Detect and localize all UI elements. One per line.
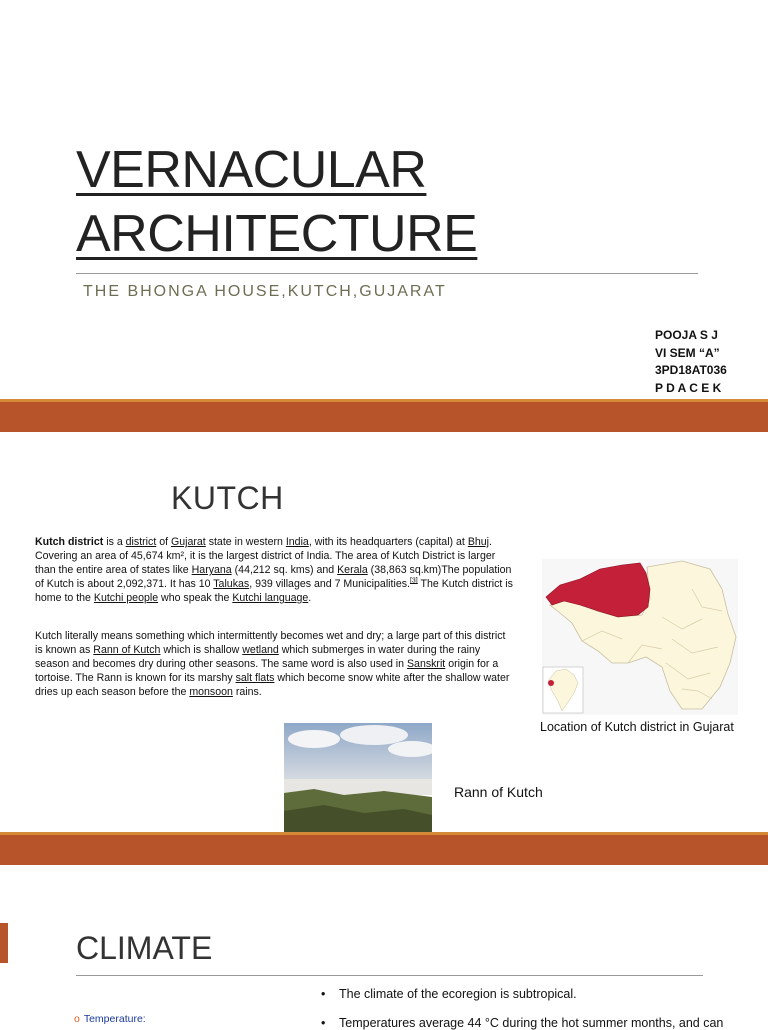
text: rains. — [232, 686, 262, 698]
author-semester: VI SEM “A” — [655, 345, 720, 360]
climate-heading: CLIMATE — [76, 930, 213, 966]
text: of — [156, 536, 171, 548]
slide-divider-band — [0, 835, 768, 865]
link-talukas[interactable]: Talukas — [213, 578, 250, 590]
photo-cloud — [340, 725, 408, 745]
bold-term: Kutch district — [35, 536, 104, 548]
text: (44,212 sq. kms) and — [231, 564, 338, 576]
link-rann-of-kutch[interactable]: Rann of Kutch — [93, 644, 161, 656]
photo-cloud — [288, 730, 340, 748]
text: which become snow white after the shallow water dries up each season before the — [35, 672, 510, 698]
link-district[interactable]: district — [125, 536, 157, 548]
link-kutchi-people[interactable]: Kutchi people — [93, 592, 159, 604]
rann-of-kutch-photo — [284, 723, 432, 837]
link-kutchi-language[interactable]: Kutchi language — [232, 592, 309, 604]
temperature-label: o Temperature: — [74, 1013, 146, 1025]
slide-divider-band — [0, 402, 768, 432]
bullet-text: Temperatures average 44 °C during the hot summer months, and can — [339, 1016, 724, 1030]
text: (38,863 sq.km)The population of Kutch is about 2,092,371. It has 10 — [35, 564, 512, 590]
author-usn: 3PD18AT036 — [655, 363, 727, 377]
link-wetland[interactable]: wetland — [242, 644, 279, 656]
link-bhuj[interactable]: Bhuj — [467, 536, 490, 548]
kutch-paragraph-1 — [35, 535, 515, 605]
text: . — [308, 592, 312, 604]
text: , 939 villages and 7 Municipalities. — [249, 578, 410, 590]
rann-caption: Rann of Kutch — [454, 784, 543, 800]
slide-accent-bar — [0, 923, 8, 963]
link-salt-flats[interactable]: salt flats — [235, 672, 275, 684]
bullet-text: The climate of the ecoregion is subtropical. — [339, 987, 577, 1001]
text: . Covering an area of 45,674 km², it is the largest district of India. The area of Kutch District is larger than the entire area of states like — [35, 536, 496, 576]
text: origin for a tortoise. The Rann is known for its marshy — [35, 658, 499, 684]
text: state in western — [205, 536, 286, 548]
title-line-2: ARCHITECTURE — [76, 205, 478, 263]
author-name: POOJA S J — [655, 328, 718, 342]
slide-subtitle: THE BHONGA HOUSE,KUTCH,GUJARAT — [83, 283, 447, 300]
text: , with its headquarters (capital) at — [308, 536, 468, 548]
author-college: P D A C E K — [655, 380, 722, 395]
kutch-paragraph-2 — [35, 629, 515, 699]
text: who speak the — [158, 592, 233, 604]
climate-bullet — [321, 1016, 724, 1030]
climate-bullet — [321, 987, 577, 1001]
reference-link[interactable]: [3] — [409, 577, 418, 585]
slide-title — [76, 138, 477, 266]
text: which is shallow — [160, 644, 243, 656]
gujarat-map — [542, 559, 738, 715]
link-monsoon[interactable]: monsoon — [189, 686, 233, 698]
link-india[interactable]: India — [285, 536, 309, 548]
link-sanskrit[interactable]: Sanskrit — [406, 658, 446, 670]
title-divider — [76, 273, 698, 274]
text: which submerges in water during the rainy season and becomes dry during other seasons. The same word is also used in — [35, 644, 481, 670]
india-inset-marker — [548, 680, 554, 686]
map-caption: Location of Kutch district in Gujarat — [540, 720, 734, 734]
link-kerala[interactable]: Kerala — [337, 564, 368, 576]
link-gujarat[interactable]: Gujarat — [171, 536, 206, 548]
text: is a — [103, 536, 126, 548]
author-block — [655, 327, 727, 397]
climate-divider — [76, 975, 703, 976]
link-haryana[interactable]: Haryana — [191, 564, 232, 576]
kutch-heading: KUTCH — [171, 480, 284, 516]
text: The Kutch district is home to the — [35, 578, 513, 604]
title-line-1: VERNACULAR — [76, 141, 427, 199]
text: Kutch literally means something which intermittently becomes wet and dry; a large part of this district is known as — [35, 630, 506, 656]
